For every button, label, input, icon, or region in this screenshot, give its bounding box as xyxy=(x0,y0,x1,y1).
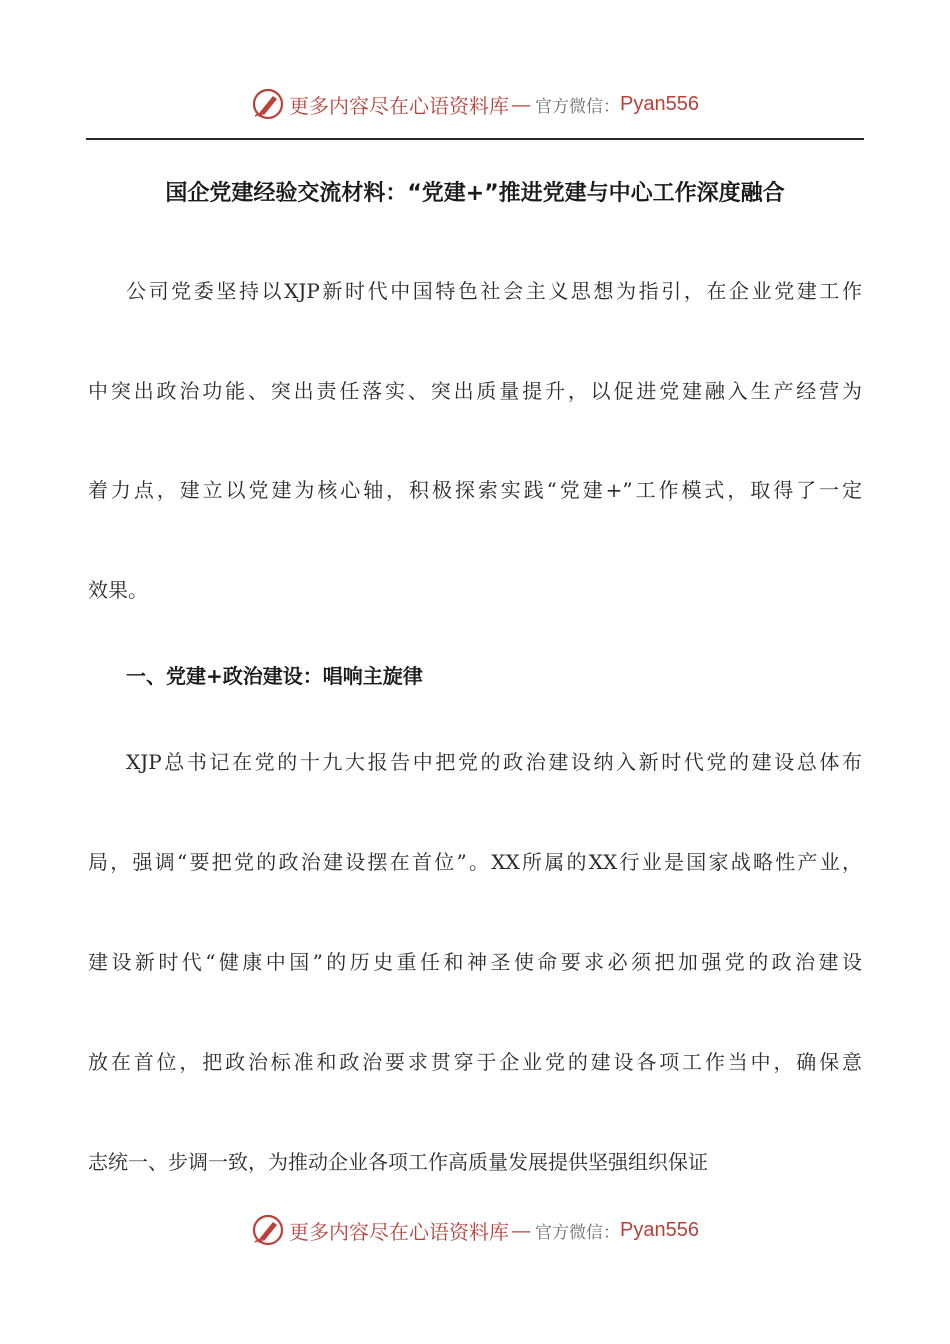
pen-logo-icon xyxy=(251,1213,285,1247)
paragraph-line: 公司党委坚持以XJP新时代中国特色社会主义思想为指引，在企业党建工作 xyxy=(126,279,862,303)
paragraph-line: 着力点，建立以党建为核心轴，积极探索实践“党建+”工作模式，取得了一定 xyxy=(88,478,862,502)
paragraph-line: 志统一、步调一致，为推动企业各项工作高质量发展提供坚强组织保证 xyxy=(88,1150,708,1174)
section-heading: 一、党建+政治建设：唱响主旋律 xyxy=(126,664,423,688)
footer-banner xyxy=(0,1210,950,1250)
banner-wechat-id: Pyan556 xyxy=(620,1218,699,1241)
banner-site-text: 更多内容尽在心语资料库 xyxy=(289,93,510,118)
banner-wechat-id: Pyan556 xyxy=(620,92,699,115)
banner-dash: — xyxy=(511,92,532,116)
paragraph-line: 局，强调“要把党的政治建设摆在首位”。XX所属的XX行业是国家战略性产业， xyxy=(88,850,862,874)
pen-logo-icon xyxy=(251,87,285,121)
document-title: 国企党建经验交流材料：“党建+”推进党建与中心工作深度融合 xyxy=(165,181,785,206)
paragraph-line: 建设新时代“健康中国”的历史重任和神圣使命要求必须把加强党的政治建设 xyxy=(88,950,862,974)
paragraph-line: XJP总书记在党的十九大报告中把党的政治建设纳入新时代党的建设总体布 xyxy=(126,750,862,774)
banner-wechat-label: 官方微信： xyxy=(535,96,621,117)
banner-dash: — xyxy=(511,1218,532,1242)
paragraph-line: 放在首位，把政治标准和政治要求贯穿于企业党的建设各项工作当中，确保意 xyxy=(88,1050,862,1074)
paragraph-line: 效果。 xyxy=(88,578,148,602)
paragraph-line: 中突出政治功能、突出责任落实、突出质量提升，以促进党建融入生产经营为 xyxy=(88,379,862,403)
header-divider xyxy=(86,138,864,140)
header-banner xyxy=(0,84,950,124)
banner-wechat-label: 官方微信： xyxy=(535,1222,621,1243)
banner-site-text: 更多内容尽在心语资料库 xyxy=(289,1219,510,1244)
